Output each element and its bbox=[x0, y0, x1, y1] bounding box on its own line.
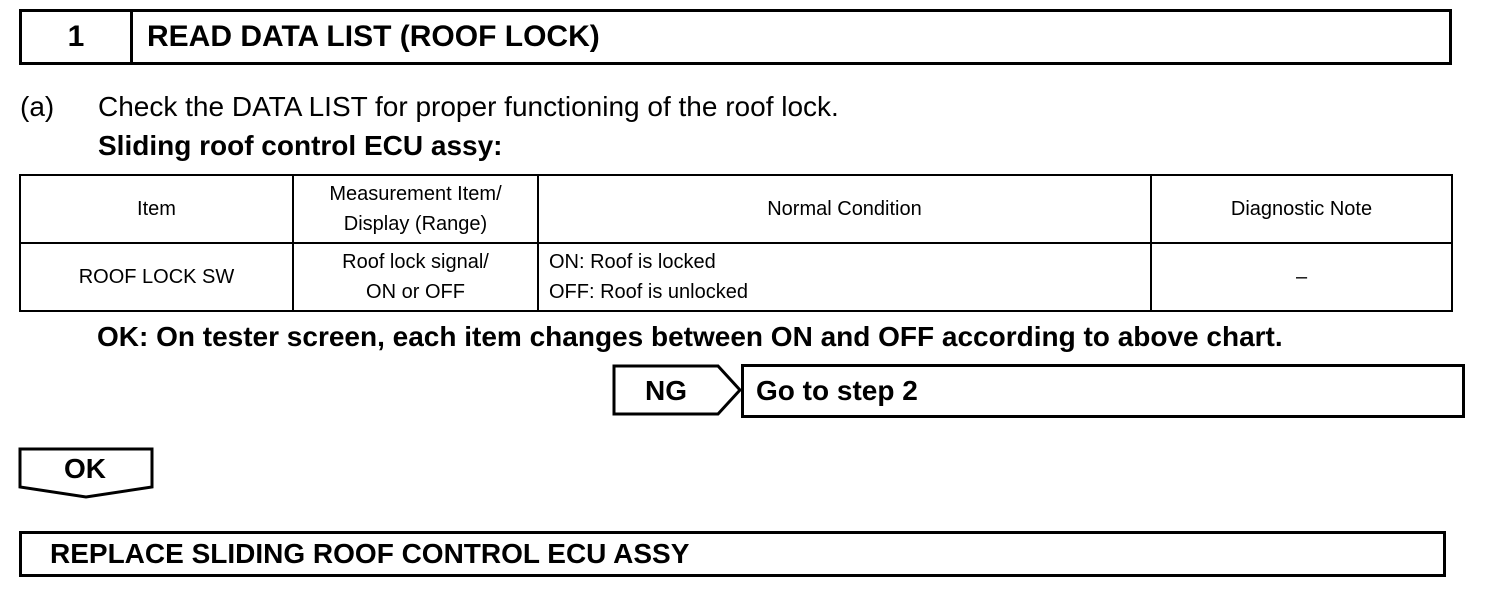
ng-action-box: Go to step 2 bbox=[741, 364, 1465, 418]
header-normal-condition: Normal Condition bbox=[538, 175, 1151, 243]
table-row bbox=[20, 243, 1452, 311]
step-number: 1 bbox=[22, 12, 133, 62]
ng-label: NG bbox=[645, 375, 687, 406]
header-diagnostic-note: Diagnostic Note bbox=[1151, 175, 1452, 243]
instruction bbox=[20, 88, 839, 126]
step-header bbox=[19, 9, 1452, 65]
cell-note: – bbox=[1151, 243, 1452, 311]
instruction-subheading: Sliding roof control ECU assy: bbox=[98, 130, 503, 161]
cell-measurement bbox=[293, 243, 538, 311]
header-measurement bbox=[293, 175, 538, 243]
cell-item: ROOF LOCK SW bbox=[20, 243, 293, 311]
cell-condition bbox=[538, 243, 1151, 311]
ng-arrow bbox=[612, 364, 742, 418]
cell-measurement-line2: ON or OFF bbox=[366, 281, 465, 303]
ok-label: OK bbox=[64, 453, 106, 484]
step-title: READ DATA LIST (ROOF LOCK) bbox=[147, 20, 600, 53]
instruction-text: Check the DATA LIST for proper functioning of the roof lock. bbox=[98, 91, 839, 122]
header-measurement-line1: Measurement Item/ bbox=[329, 183, 502, 205]
cell-measurement-line1: Roof lock signal/ bbox=[342, 251, 489, 273]
instruction-label: (a) bbox=[20, 91, 55, 122]
ok-arrow bbox=[18, 447, 158, 501]
header-measurement-line2: Display (Range) bbox=[343, 213, 488, 235]
cell-condition-line1: ON: Roof is locked bbox=[549, 251, 716, 273]
data-list-table bbox=[19, 174, 1453, 312]
ok-condition: OK: On tester screen, each item changes between ON and OFF according to above chart. bbox=[97, 321, 1283, 352]
cell-condition-line2: OFF: Roof is unlocked bbox=[549, 281, 748, 303]
final-action-box: REPLACE SLIDING ROOF CONTROL ECU ASSY bbox=[19, 531, 1446, 577]
header-item: Item bbox=[20, 175, 293, 243]
table-header-row bbox=[20, 175, 1452, 243]
